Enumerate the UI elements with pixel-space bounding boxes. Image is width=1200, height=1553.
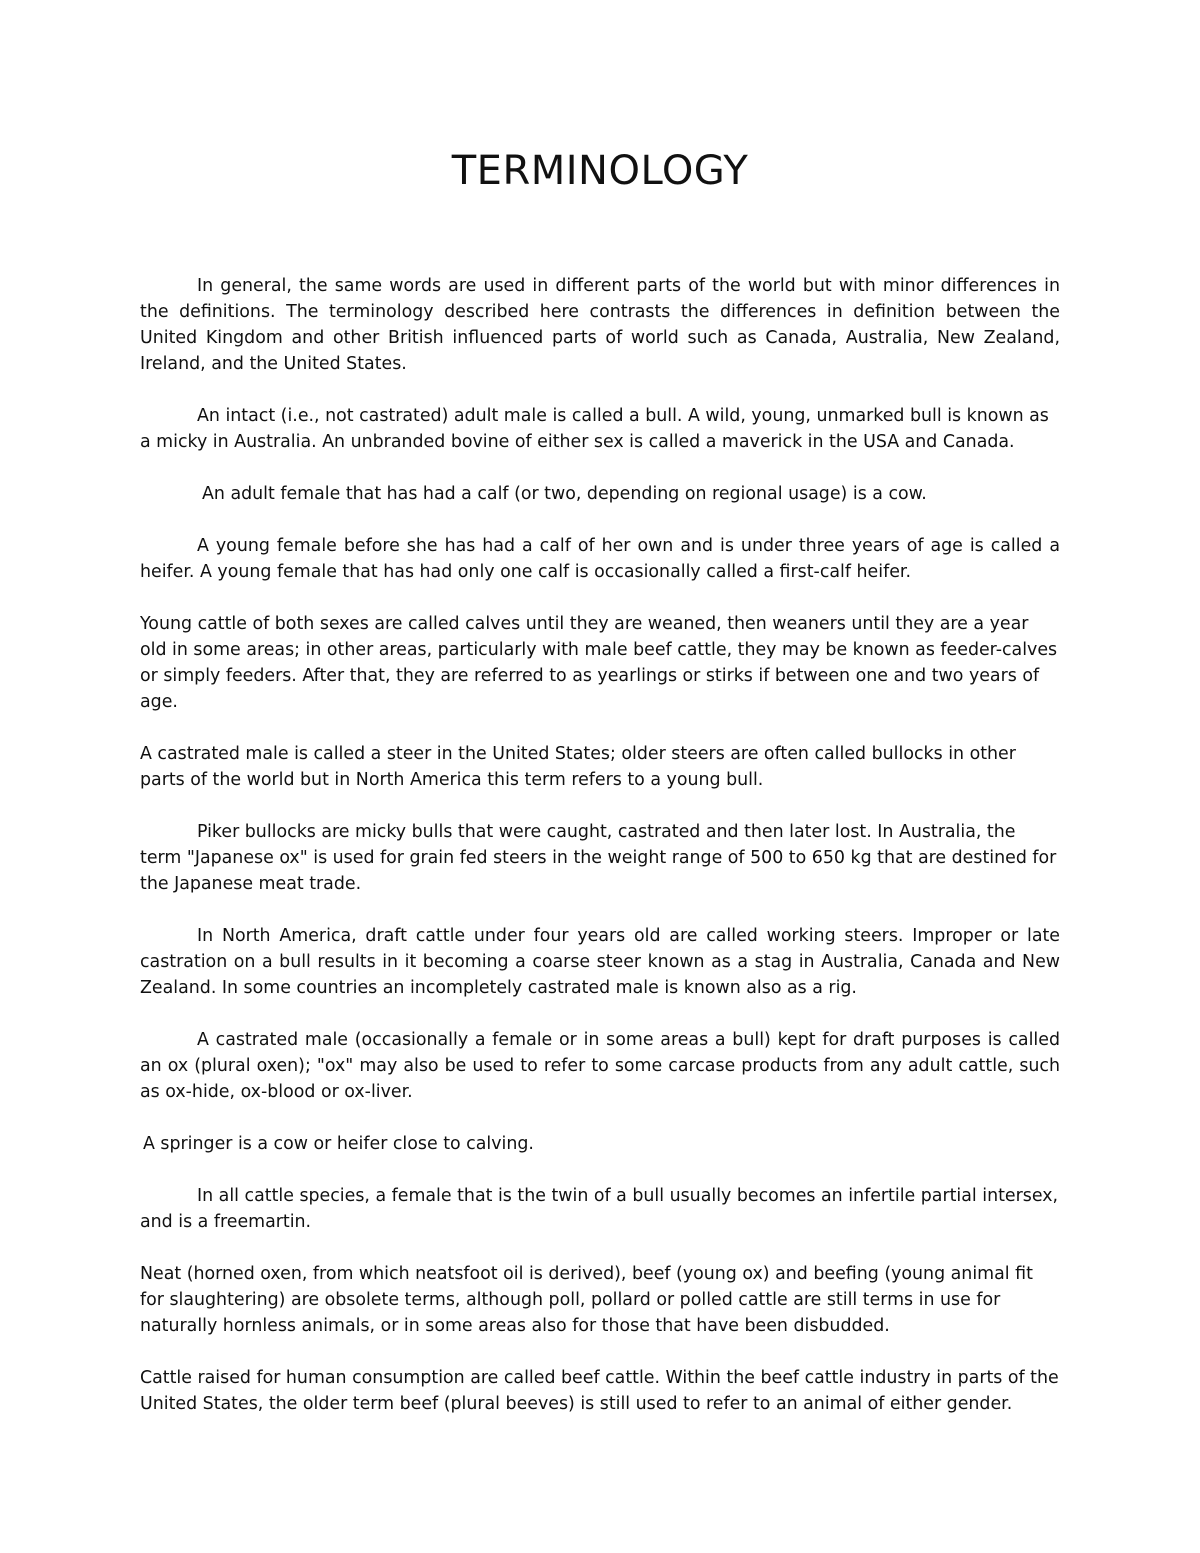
paragraph-ox: A castrated male (occasionally a female or in some areas a bull) kept for draft purposes is called an ox (plural oxen); "ox" may also be used to refer to some carcase products from any adult cattle, such as ox-hide, ox-blood or ox-liver. (140, 1030, 1060, 1102)
paragraph-beef-cattle: Cattle raised for human consumption are called beef cattle. Within the beef cattle industry in parts of the United States, the older term beef (plural beeves) is still used to refer to an animal of either gender. (140, 1368, 1059, 1414)
paragraph-cow: An adult female that has had a calf (or two, depending on regional usage) is a cow. (202, 484, 927, 504)
paragraph-heifer: A young female before she has had a calf of her own and is under three years of age is called a heifer. A young female that has had only one calf is occasionally called a first-calf heifer. (140, 536, 1060, 582)
paragraph-springer: A springer is a cow or heifer close to calving. (143, 1134, 534, 1154)
paragraph-calves: Young cattle of both sexes are called calves until they are weaned, then weaners until they are a year old in some areas; in other areas, particularly with male beef cattle, they may be known as feeder-calves or simply feeders. After that, they are referred to as yearlings or stirks if between one and two years of age. (140, 614, 1058, 712)
document-body (140, 273, 1060, 1443)
paragraph-obsolete-terms: Neat (horned oxen, from which neatsfoot oil is derived), beef (young ox) and beefing (young animal fit for slaughtering) are obsolete terms, although poll, pollard or polled cattle are still terms in use for naturally hornless animals, or in some areas also for those that have been disbudded. (140, 1264, 1033, 1336)
paragraph-piker-bullocks: Piker bullocks are micky bulls that were caught, castrated and then later lost. In Australia, the term "Japanese ox" is used for grain fed steers in the weight range of 500 to 650 kg that are destined for the Japanese meat trade. (140, 822, 1057, 894)
paragraph-steer: A castrated male is called a steer in the United States; older steers are often called bullocks in other parts of the world but in North America this term refers to a young bull. (140, 744, 1016, 790)
paragraph-general: In general, the same words are used in different parts of the world but with minor differences in the definitions. The terminology described here contrasts the differences in definition between the United Kingdom and other British influenced parts of world such as Canada, Australia, New Zealand, Ireland, and the United States. (140, 276, 1060, 374)
paragraph-freemartin: In all cattle species, a female that is the twin of a bull usually becomes an infertile partial intersex, and is a freemartin. (140, 1186, 1059, 1232)
paragraph-working-steers: In North America, draft cattle under four years old are called working steers. Improper or late castration on a bull results in it becoming a coarse steer known as a stag in Australia, Canada and New Zealand. In some countries an incompletely castrated male is known also as a rig. (140, 926, 1060, 998)
paragraph-bull: An intact (i.e., not castrated) adult male is called a bull. A wild, young, unmarked bull is known as a micky in Australia. An unbranded bovine of either sex is called a maverick in the USA and Canada. (140, 406, 1049, 452)
page-title: TERMINOLOGY (451, 148, 749, 194)
